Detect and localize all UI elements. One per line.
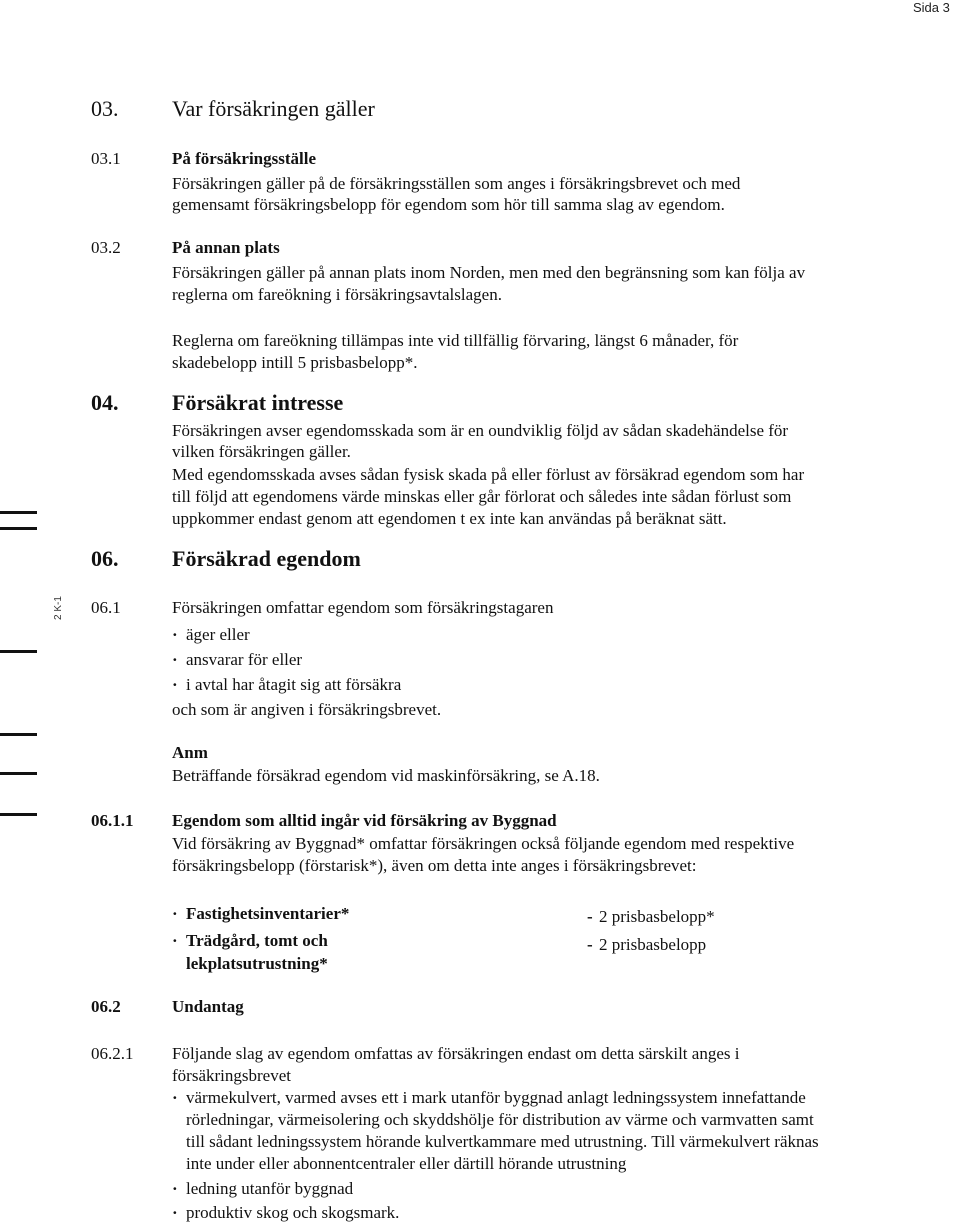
paragraph-line: till följd att egendomens värde minskas eller går förlorat och således inte sådan förlust som [172,487,792,506]
paragraph-line: gemensamt försäkringsbelopp för egendom som hör till samma slag av egendom. [172,195,725,214]
bullet-marker: · [172,1179,178,1198]
subsection-number: 03.2 [91,238,121,257]
list-item: ansvarar för eller [186,650,303,669]
paragraph-line: Försäkringen gäller på de försäkringsställen som anges i försäkringsbrevet och med [172,174,741,193]
subsection-heading: På försäkringsställe [172,149,317,168]
dash-marker: - [587,907,593,926]
subsection-heading: Undantag [172,997,244,1016]
paragraph-line: Följande slag av egendom omfattas av försäkringen endast om detta särskilt anges i [172,1044,740,1063]
subsection-heading: Egendom som alltid ingår vid försäkring av Byggnad [172,811,557,830]
margin-change-bar [0,772,37,775]
margin-change-bar [0,813,37,816]
paragraph-line: och som är angiven i försäkringsbrevet. [172,700,442,719]
section-heading: Försäkrat intresse [172,390,344,415]
section-heading: Var försäkringen gäller [172,96,375,121]
property-item-value: 2 prisbasbelopp [599,935,707,954]
paragraph-line: skadebelopp intill 5 prisbasbelopp*. [172,353,418,372]
subsection-heading: På annan plats [172,238,280,257]
section-number: 03. [91,96,119,121]
list-item: i avtal har åtagit sig att försäkra [186,675,402,694]
subsection-number: 06.2.1 [91,1044,134,1063]
paragraph-line: Försäkringen gäller på annan plats inom Norden, men med den begränsning som kan följa av [172,263,806,282]
bullet-marker: · [172,904,178,923]
paragraph-line: reglerna om fareökning i försäkringsavtalslagen. [172,285,502,304]
list-item-line: inte under eller abonnentcentraler eller därtill hörande utrustning [186,1154,627,1173]
page-number: Sida 3 [913,0,950,15]
list-item-line: produktiv skog och skogsmark. [186,1203,400,1222]
property-item-label: Trädgård, tomt och [186,931,328,950]
bullet-marker: · [172,675,178,694]
margin-change-bar [0,511,37,514]
bullet-marker: · [172,931,178,950]
margin-change-bar [0,733,37,736]
list-item-line: värmekulvert, varmed avses ett i mark utanför byggnad anlagt ledningssystem innefattande [186,1088,806,1107]
list-item: äger eller [186,625,250,644]
property-item-label: lekplatsutrustning* [186,954,328,973]
section-number: 04. [91,390,119,415]
bullet-marker: · [172,1088,178,1107]
paragraph-line: Reglerna om fareökning tillämpas inte vid tillfällig förvaring, längst 6 månader, för [172,331,739,350]
property-item-value: 2 prisbasbelopp* [599,907,715,926]
bullet-marker: · [172,650,178,669]
subsection-number: 06.2 [91,997,121,1016]
paragraph-line: vilken försäkringen gäller. [172,442,351,461]
section-heading: Försäkrad egendom [172,546,361,571]
paragraph-line: Försäkringen avser egendomsskada som är en oundviklig följd av sådan skadehändelse för [172,421,789,440]
list-item-line: rörledningar, värmeisolering och skyddshölje för distribution av värme och varmvatten samt [186,1110,814,1129]
note-text: Beträffande försäkrad egendom vid maskinförsäkring, se A.18. [172,766,600,785]
paragraph-line: försäkringsbrevet [172,1066,291,1085]
paragraph-line: Med egendomsskada avses sådan fysisk skada på eller förlust av försäkrad egendom som har [172,465,805,484]
subsection-number: 03.1 [91,149,121,168]
margin-change-bar [0,650,37,653]
paragraph-line: Vid försäkring av Byggnad* omfattar försäkringen också följande egendom med respektive [172,834,795,853]
margin-stamp: 2 K-1 [53,596,64,620]
section-number: 06. [91,546,119,571]
note-heading: Anm [172,743,208,762]
list-item-line: till sådant ledningssystem hörande kulvertkammare med utrustning. Till värmekulvert räknas [186,1132,819,1151]
bullet-marker: · [172,1203,178,1222]
paragraph-line: försäkringsbelopp (förstarisk*), även om detta inte anges i försäkringsbrevet: [172,856,697,875]
property-item-label: Fastighetsinventarier* [186,904,350,923]
margin-change-bar [0,527,37,530]
subsection-number: 06.1 [91,598,121,617]
paragraph-line: uppkommer endast genom att egendomen t ex inte kan användas på beräknat sätt. [172,509,727,528]
subsection-number: 06.1.1 [91,811,134,830]
dash-marker: - [587,935,593,954]
bullet-marker: · [172,625,178,644]
list-item-line: ledning utanför byggnad [186,1179,354,1198]
paragraph-line: Försäkringen omfattar egendom som försäkringstagaren [172,598,554,617]
